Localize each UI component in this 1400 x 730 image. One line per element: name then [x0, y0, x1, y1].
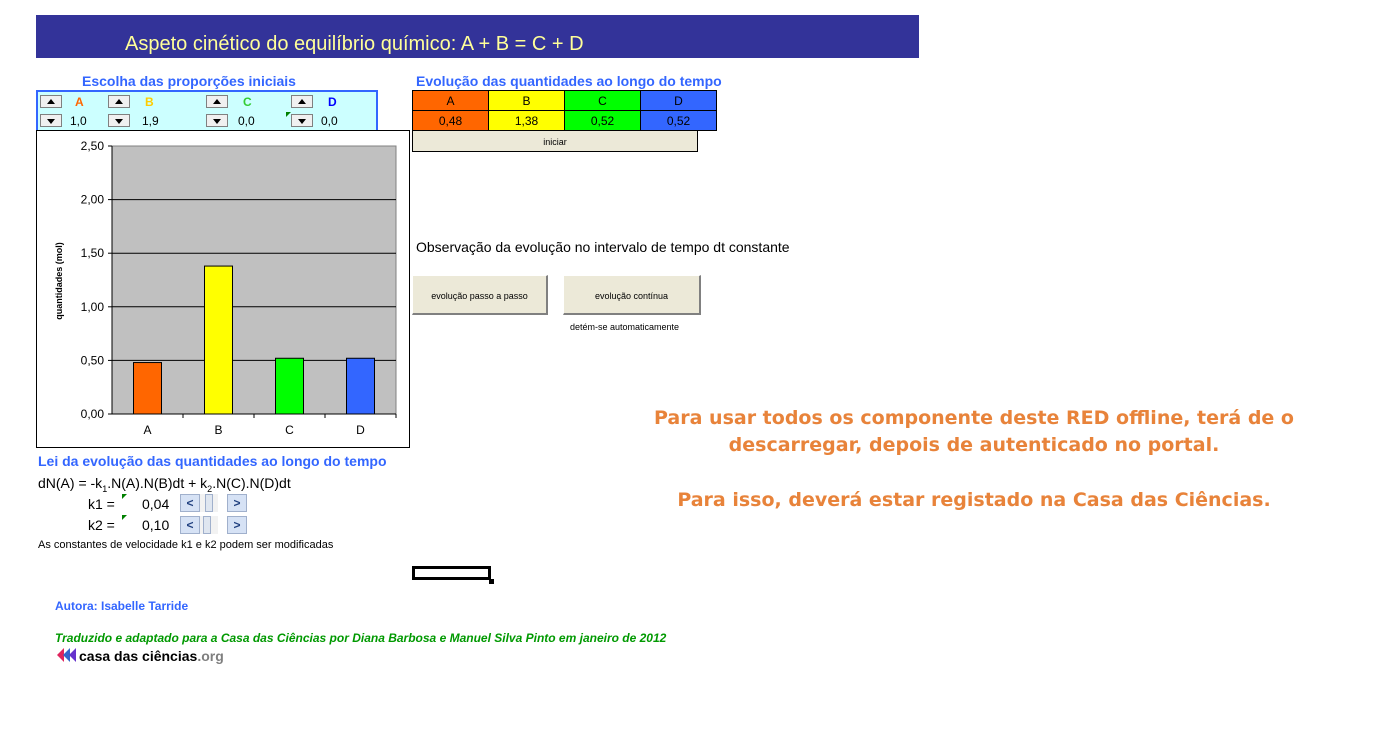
- chooser-title: Escolha das proporções iniciais: [82, 73, 296, 89]
- header-b-cell: B: [489, 91, 565, 111]
- start-button[interactable]: iniciar: [412, 130, 698, 152]
- casa-das-ciencias-logo[interactable]: [57, 646, 224, 664]
- letter-a-label: A: [75, 95, 84, 109]
- spin-down-d-button[interactable]: [291, 114, 313, 127]
- x-tick-label: C: [285, 423, 294, 437]
- letter-d-label: D: [328, 95, 337, 109]
- bar-b: [205, 266, 233, 414]
- bar-d: [347, 358, 375, 414]
- spin-down-c-button[interactable]: [206, 114, 228, 127]
- equation-part-1: dN(A) = -k: [38, 475, 103, 491]
- proportion-b-value[interactable]: 1,9: [142, 114, 159, 128]
- equation-part-2: .N(A).N(B)dt + k: [107, 475, 208, 491]
- k2-label: k2 =: [88, 517, 115, 533]
- y-tick-label: 0,50: [80, 353, 104, 368]
- law-title: Lei da evolução das quantidades ao longo do tempo: [38, 453, 387, 469]
- initial-proportions-panel: [36, 90, 378, 132]
- header-c-cell: C: [565, 91, 641, 111]
- equation-subscript-2: 2: [207, 483, 213, 494]
- fill-handle[interactable]: [489, 579, 494, 584]
- k1-decrease-button[interactable]: <: [180, 494, 200, 512]
- x-tick-label: A: [143, 423, 152, 437]
- selected-cell[interactable]: [412, 566, 491, 580]
- y-tick-label: 1,00: [80, 299, 104, 314]
- y-tick-label: 0,00: [80, 407, 104, 421]
- letter-b-label: B: [145, 95, 154, 109]
- equation-part-3: .N(C).N(D)dt: [212, 475, 291, 491]
- value-a-cell: 0,48: [413, 111, 489, 131]
- spin-up-d-button[interactable]: [291, 95, 313, 108]
- header-a-cell: A: [413, 91, 489, 111]
- notice-line-3: Para isso, deverá estar registado na Casa das Ciências.: [677, 489, 1271, 511]
- bar-chart-svg: [37, 131, 409, 447]
- value-b-cell: 1,38: [489, 111, 565, 131]
- logo-tld: .org: [197, 648, 224, 664]
- k2-comment-flag-icon: [122, 515, 127, 520]
- proportion-d-value[interactable]: 0,0: [321, 114, 338, 128]
- letter-c-label: C: [243, 95, 252, 109]
- k1-value: 0,04: [142, 496, 170, 512]
- header-d-cell: D: [641, 91, 717, 111]
- x-tick-label: D: [356, 423, 365, 437]
- observation-text: Observação da evolução no intervalo de tempo dt constante: [416, 239, 790, 255]
- auto-stop-note: detém-se automaticamente: [570, 322, 680, 332]
- evolution-title: Evolução das quantidades ao longo do tempo: [416, 73, 722, 89]
- k2-decrease-button[interactable]: <: [180, 516, 200, 534]
- y-tick-label: 1,50: [80, 246, 104, 261]
- y-tick-label: 2,50: [80, 139, 104, 153]
- value-d-cell: 0,52: [641, 111, 717, 131]
- spin-down-a-button[interactable]: [40, 114, 62, 127]
- value-c-cell: 0,52: [565, 111, 641, 131]
- constants-note: As constantes de velocidade k1 e k2 podem ser modificadas: [38, 539, 334, 551]
- k2-increase-button[interactable]: >: [227, 516, 247, 534]
- k1-comment-flag-icon: [122, 494, 127, 499]
- bar-c: [276, 358, 304, 414]
- k1-slider-thumb[interactable]: [205, 494, 213, 512]
- credits-text: Traduzido e adaptado para a Casa das Ciências por Diana Barbosa e Manuel Silva Pinto em janeiro de 2012: [55, 631, 667, 645]
- y-tick-label: 2,00: [80, 192, 104, 207]
- quantities-chart: [36, 130, 410, 448]
- spin-up-a-button[interactable]: [40, 95, 62, 108]
- equation-subscript-1: 1: [102, 483, 108, 494]
- proportion-c-value[interactable]: 0,0: [238, 114, 255, 128]
- notice-line-2: descarregar, depois de autenticado no portal.: [728, 434, 1220, 456]
- bar-a: [134, 363, 162, 414]
- step-evolution-button[interactable]: evolução passo a passo: [412, 275, 548, 315]
- spin-up-b-button[interactable]: [108, 95, 130, 108]
- spin-up-c-button[interactable]: [206, 95, 228, 108]
- page-title: Aspeto cinético do equilíbrio químico: A + B = C + D: [125, 33, 584, 55]
- x-tick-label: B: [214, 423, 223, 437]
- logo-text: casa das ciências: [79, 648, 198, 664]
- logo-icon: [57, 646, 79, 664]
- author-text: Autora: Isabelle Tarride: [55, 599, 189, 613]
- y-axis-label: quantidades (mol): [54, 242, 64, 320]
- k1-increase-button[interactable]: >: [227, 494, 247, 512]
- k2-slider-thumb[interactable]: [203, 516, 211, 534]
- notice-line-1: Para usar todos os componente deste RED offline, terá de o: [654, 407, 1294, 429]
- proportion-a-value[interactable]: 1,0: [70, 114, 87, 128]
- k2-value: 0,10: [142, 517, 170, 533]
- quantities-table: [412, 90, 717, 131]
- spin-down-b-button[interactable]: [108, 114, 130, 127]
- rate-law-equation: [38, 475, 291, 494]
- continuous-evolution-button[interactable]: evolução contínua: [563, 275, 701, 315]
- k1-label: k1 =: [88, 496, 115, 512]
